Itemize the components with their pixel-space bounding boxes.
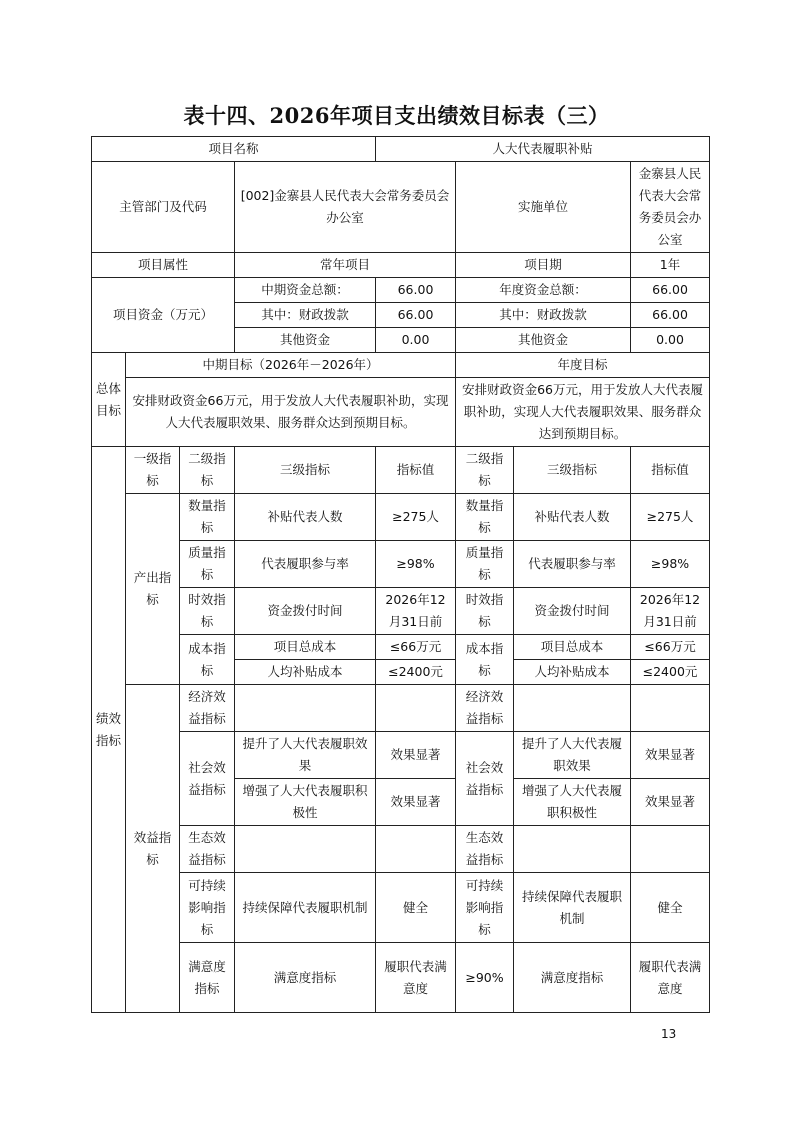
year-social-2-name: 增强了人大代表履职积极性 [514,779,631,826]
year-quality-name: 代表履职参与率 [514,541,631,588]
mid-goal-header: 中期目标（2026年－2026年） [126,353,456,378]
quantity-name: 补贴代表人数 [235,494,376,541]
year-satis-label: 满意度指标 [514,943,631,1013]
benefit-indicator-label: 效益指标 [126,685,180,1013]
satis-label: 满意度指标 [235,943,376,1013]
year-cost-avg-name: 人均补贴成本 [514,660,631,685]
quality-name: 代表履职参与率 [235,541,376,588]
social-2-value: 效果显著 [376,779,456,826]
quantity-value: ≥275人 [376,494,456,541]
attr-value: 常年项目 [235,253,456,278]
year-sustain-value: 健全 [631,873,710,943]
year-satisfaction-name: 履职代表满意度 [631,943,710,1013]
page-number: 13 [661,1027,677,1041]
mid-total-label: 中期资金总额： [235,278,376,303]
page-title: 表十四、2026年项目支出绩效目标表（三） [183,103,610,128]
year-total-value: 66.00 [631,278,710,303]
social-label: 社会效益指标 [180,732,235,826]
impl-label: 实施单位 [456,162,631,253]
mid-fiscal-value: 66.00 [376,303,456,328]
timeliness-value: 2026年12月31日前 [376,588,456,635]
year-ecological-value [631,826,710,873]
ecological-label: 生态效益指标 [180,826,235,873]
mid-goal-text: 安排财政资金66万元，用于发放人大代表履职补助，实现人大代表履职效果、服务群众达到预期目标。 [126,378,456,447]
year-cost-avg-value: ≤2400元 [631,660,710,685]
mid-other-value: 0.00 [376,328,456,353]
year-other-value: 0.00 [631,328,710,353]
cost-avg-name: 人均补贴成本 [235,660,376,685]
indicators-label: 绩效指标 [92,447,126,1013]
lvl3-header: 三级指标 [235,447,376,494]
overall-goal-label: 总体目标 [92,353,126,447]
year-goal-header: 年度目标 [456,353,710,378]
year-quantity-value: ≥275人 [631,494,710,541]
mid-total-value: 66.00 [376,278,456,303]
cost-avg-value: ≤2400元 [376,660,456,685]
funds-label: 项目资金（万元） [92,278,235,353]
sustain-label: 可持续影响指标 [180,873,235,943]
dept-value: [002]金寨县人民代表大会常务委员会办公室 [235,162,456,253]
cost-total-value: ≤66万元 [376,635,456,660]
cost-label: 成本指标 [180,635,235,685]
value-header: 指标值 [376,447,456,494]
quality-label: 质量指标 [180,541,235,588]
ecological-name [235,826,376,873]
year-cost-total-value: ≤66万元 [631,635,710,660]
year-timeliness-name: 资金拨付时间 [514,588,631,635]
year-value-header: 指标值 [631,447,710,494]
timeliness-label: 时效指标 [180,588,235,635]
year-total-label: 年度资金总额： [456,278,631,303]
year-cost-label: 成本指标 [456,635,514,685]
social-1-value: 效果显著 [376,732,456,779]
sustain-name: 持续保障代表履职机制 [235,873,376,943]
attr-label: 项目属性 [92,253,235,278]
quantity-label: 数量指标 [180,494,235,541]
year-quantity-name: 补贴代表人数 [514,494,631,541]
year-social-label: 社会效益指标 [456,732,514,826]
cost-total-name: 项目总成本 [235,635,376,660]
timeliness-name: 资金拨付时间 [235,588,376,635]
output-indicator-label: 产出指标 [126,494,180,685]
economic-name [235,685,376,732]
lvl2-header: 二级指标 [180,447,235,494]
year-timeliness-label: 时效指标 [456,588,514,635]
performance-target-table [91,136,710,1013]
year-economic-name [514,685,631,732]
year-quality-value: ≥98% [631,541,710,588]
sustain-value: 健全 [376,873,456,943]
social-2-name: 增强了人大代表履职积极性 [235,779,376,826]
impl-value: 金寨县人民代表大会常务委员会办公室 [631,162,710,253]
year-ecological-name [514,826,631,873]
mid-fiscal-label: 其中：财政拨款 [235,303,376,328]
year-other-label: 其他资金 [456,328,631,353]
year-lvl3-header: 三级指标 [514,447,631,494]
social-1-name: 提升了人大代表履职效果 [235,732,376,779]
project-name-label: 项目名称 [92,137,376,162]
year-goal-text: 安排财政资金66万元，用于发放人大代表履职补助，实现人大代表履职效果、服务群众达到预期目标。 [456,378,710,447]
year-economic-label: 经济效益指标 [456,685,514,732]
year-social-1-name: 提升了人大代表履职效果 [514,732,631,779]
year-sustain-label: 可持续影响指标 [456,873,514,943]
year-quantity-label: 数量指标 [456,494,514,541]
year-cost-total-name: 项目总成本 [514,635,631,660]
year-sustain-name: 持续保障代表履职机制 [514,873,631,943]
year-timeliness-value: 2026年12月31日前 [631,588,710,635]
quality-value: ≥98% [376,541,456,588]
year-fiscal-label: 其中：财政拨款 [456,303,631,328]
period-label: 项目期 [456,253,631,278]
economic-label: 经济效益指标 [180,685,235,732]
project-name: 人大代表履职补贴 [376,137,710,162]
year-social-1-value: 效果显著 [631,732,710,779]
economic-value [376,685,456,732]
satisfaction-value: ≥90% [456,943,514,1013]
year-lvl2-header: 二级指标 [456,447,514,494]
year-social-2-value: 效果显著 [631,779,710,826]
lvl1-header: 一级指标 [126,447,180,494]
satisfaction-name: 履职代表满意度 [376,943,456,1013]
year-economic-value [631,685,710,732]
year-ecological-label: 生态效益指标 [456,826,514,873]
period-value: 1年 [631,253,710,278]
year-fiscal-value: 66.00 [631,303,710,328]
dept-label: 主管部门及代码 [92,162,235,253]
mid-other-label: 其他资金 [235,328,376,353]
year-quality-label: 质量指标 [456,541,514,588]
satisfaction-indicator-label: 满意度指标 [180,943,235,1013]
ecological-value [376,826,456,873]
